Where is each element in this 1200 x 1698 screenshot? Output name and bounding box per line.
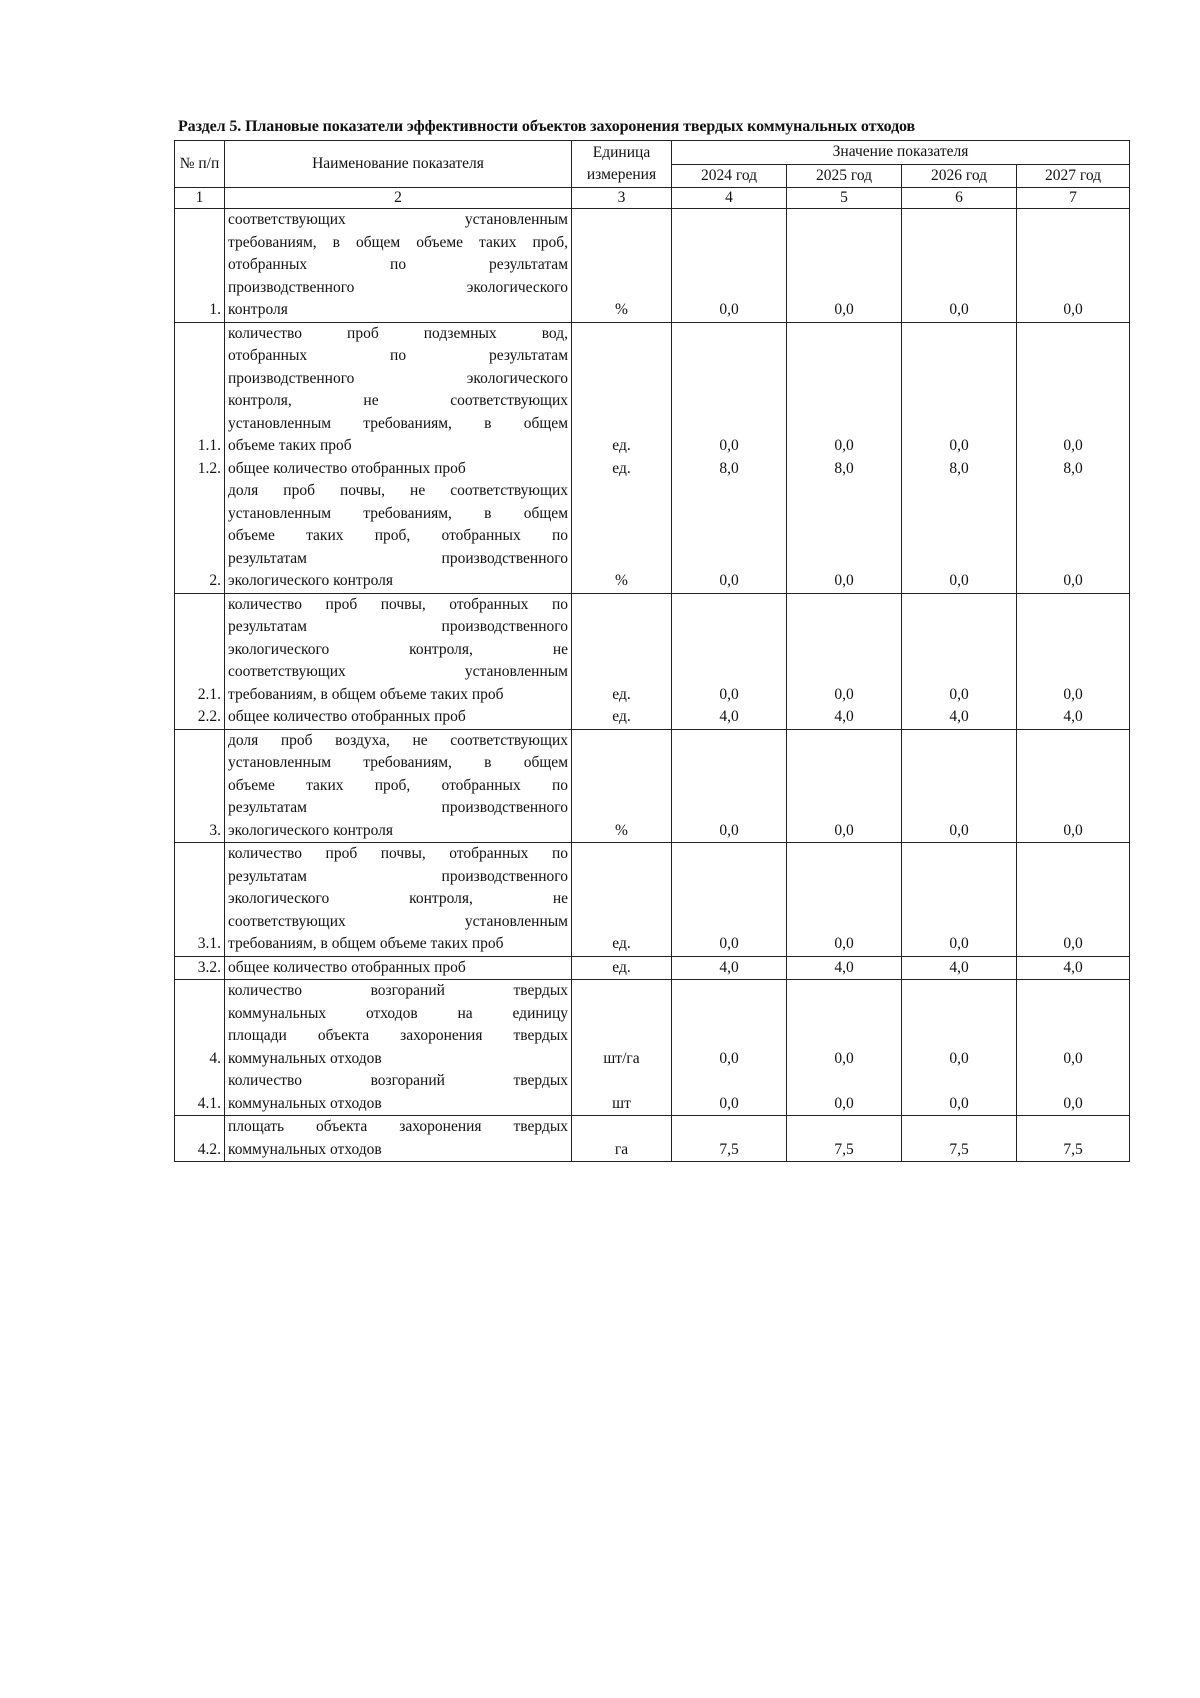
value-cell: 0,0 bbox=[672, 729, 787, 843]
header-row bbox=[175, 141, 1130, 165]
table-row bbox=[175, 322, 1130, 458]
column-number: 2 bbox=[225, 188, 572, 209]
table-row bbox=[175, 1116, 1130, 1162]
row-number: 3.1. bbox=[175, 843, 225, 957]
indicator-name-line: коммунальных отходов на единицу bbox=[228, 1004, 568, 1022]
value-cell: 0,0 bbox=[672, 843, 787, 957]
header-year: 2027 год bbox=[1017, 164, 1130, 188]
column-number: 5 bbox=[787, 188, 902, 209]
indicator-name bbox=[225, 322, 572, 458]
value-cell: 0,0 bbox=[672, 480, 787, 593]
table-row bbox=[175, 843, 1130, 957]
table-row bbox=[175, 1070, 1130, 1116]
row-number: 2.2. bbox=[175, 706, 225, 729]
unit-cell: ед. bbox=[572, 458, 672, 481]
value-cell: 4,0 bbox=[672, 956, 787, 980]
indicator-name-line: коммунальных отходов bbox=[228, 1094, 382, 1112]
indicator-name-line: установленным требованиям, в общем bbox=[228, 754, 568, 771]
unit-cell: ед. bbox=[572, 593, 672, 706]
value-cell: 0,0 bbox=[787, 843, 902, 957]
indicator-name-line: объеме таких проб bbox=[228, 437, 352, 454]
value-cell: 8,0 bbox=[1017, 458, 1130, 481]
indicator-name-line: соответствующих установленным bbox=[228, 663, 568, 680]
indicator-name-line: экологического контроля bbox=[228, 821, 394, 839]
value-cell: 0,0 bbox=[902, 480, 1017, 593]
indicator-name-line: результатам производственного bbox=[228, 618, 568, 635]
indicator-name-line: контроля bbox=[228, 301, 288, 318]
unit-cell: % bbox=[572, 209, 672, 323]
indicator-name-line: количество проб подземных вод, bbox=[228, 324, 568, 342]
indicator-name-line: общее количество отобранных проб bbox=[228, 459, 466, 477]
value-cell: 0,0 bbox=[1017, 593, 1130, 706]
indicator-name-line: производственного экологического bbox=[228, 278, 568, 296]
column-number: 3 bbox=[572, 188, 672, 209]
unit-cell: га bbox=[572, 1116, 672, 1162]
indicator-name-line: объеме таких проб, отобранных по bbox=[228, 776, 568, 794]
header-unit: Единица измерения bbox=[572, 141, 672, 188]
row-number: 1.1. bbox=[175, 322, 225, 458]
value-cell: 7,5 bbox=[787, 1116, 902, 1162]
table-row bbox=[175, 458, 1130, 481]
indicator-name-line: установленным требованиям, в общем bbox=[228, 504, 568, 522]
table-row bbox=[175, 956, 1130, 980]
indicator-name-line: требованиям, в общем объеме таких проб bbox=[228, 685, 504, 703]
indicator-name bbox=[225, 729, 572, 843]
indicators-table bbox=[174, 140, 1130, 1162]
value-cell: 0,0 bbox=[672, 980, 787, 1071]
row-number: 3.2. bbox=[175, 956, 225, 980]
value-cell: 4,0 bbox=[787, 956, 902, 980]
value-cell: 7,5 bbox=[1017, 1116, 1130, 1162]
table-row bbox=[175, 706, 1130, 729]
value-cell: 8,0 bbox=[787, 458, 902, 481]
value-cell: 4,0 bbox=[902, 706, 1017, 729]
value-cell: 4,0 bbox=[787, 706, 902, 729]
value-cell: 0,0 bbox=[1017, 322, 1130, 458]
indicator-name-line: требованиям, в общем объеме таких проб, bbox=[228, 233, 568, 251]
header-name: Наименование показателя bbox=[225, 141, 572, 188]
table-row bbox=[175, 480, 1130, 593]
value-cell: 0,0 bbox=[787, 480, 902, 593]
column-number: 4 bbox=[672, 188, 787, 209]
column-number: 7 bbox=[1017, 188, 1130, 209]
indicator-name-line: общее количество отобранных проб bbox=[228, 708, 466, 725]
document-title: Раздел 5. Плановые показатели эффективности объектов захоронения твердых коммунальных отходов bbox=[178, 118, 916, 135]
value-cell: 4,0 bbox=[672, 706, 787, 729]
value-cell: 7,5 bbox=[672, 1116, 787, 1162]
indicator-name-line: площади объекта захоронения твердых bbox=[228, 1027, 568, 1044]
value-cell: 0,0 bbox=[672, 322, 787, 458]
value-cell: 0,0 bbox=[902, 980, 1017, 1071]
value-cell: 0,0 bbox=[1017, 1070, 1130, 1116]
indicator-name-line: соответствующих установленным bbox=[228, 211, 568, 228]
value-cell: 0,0 bbox=[902, 322, 1017, 458]
value-cell: 0,0 bbox=[1017, 729, 1130, 843]
indicator-name bbox=[225, 480, 572, 593]
value-cell: 0,0 bbox=[902, 209, 1017, 323]
indicator-name-line: количество проб почвы, отобранных по bbox=[228, 595, 568, 613]
unit-cell: ед. bbox=[572, 322, 672, 458]
table-row bbox=[175, 980, 1130, 1071]
indicator-name bbox=[225, 956, 572, 980]
row-number: 2. bbox=[175, 480, 225, 593]
value-cell: 0,0 bbox=[902, 843, 1017, 957]
indicator-name bbox=[225, 209, 572, 323]
value-cell: 0,0 bbox=[902, 729, 1017, 843]
indicator-name-line: доля проб почвы, не соответствующих bbox=[228, 482, 568, 499]
indicator-name-line: требованиям, в общем объеме таких проб bbox=[228, 935, 504, 952]
value-cell: 0,0 bbox=[787, 322, 902, 458]
column-number: 6 bbox=[902, 188, 1017, 209]
indicator-name-line: коммунальных отходов bbox=[228, 1140, 382, 1158]
unit-cell: ед. bbox=[572, 706, 672, 729]
indicator-name-line: экологического контроля bbox=[228, 572, 394, 589]
column-number: 1 bbox=[175, 188, 225, 209]
indicator-name-line: количество возгораний твердых bbox=[228, 982, 568, 999]
indicator-name-line: производственного экологического bbox=[228, 369, 568, 387]
indicator-name-line: экологического контроля, не bbox=[228, 890, 568, 907]
unit-cell: ед. bbox=[572, 956, 672, 980]
indicator-name-line: отобранных по результатам bbox=[228, 256, 568, 273]
indicator-name bbox=[225, 593, 572, 706]
value-cell: 0,0 bbox=[902, 593, 1017, 706]
unit-cell: ед. bbox=[572, 843, 672, 957]
row-number: 4.1. bbox=[175, 1070, 225, 1116]
indicator-name bbox=[225, 1070, 572, 1116]
header-year: 2024 год bbox=[672, 164, 787, 188]
indicator-name-line: экологического контроля, не bbox=[228, 640, 568, 658]
value-cell: 0,0 bbox=[787, 980, 902, 1071]
value-cell: 4,0 bbox=[1017, 706, 1130, 729]
value-cell: 7,5 bbox=[902, 1116, 1017, 1162]
value-cell: 0,0 bbox=[1017, 980, 1130, 1071]
indicator-name-line: общее количество отобранных проб bbox=[228, 958, 466, 976]
indicator-name-line: площать объекта захоронения твердых bbox=[228, 1118, 568, 1135]
header-year: 2025 год bbox=[787, 164, 902, 188]
table-row bbox=[175, 593, 1130, 706]
row-number: 1.2. bbox=[175, 458, 225, 481]
indicator-name-line: соответствующих установленным bbox=[228, 912, 568, 930]
row-number: 2.1. bbox=[175, 593, 225, 706]
unit-cell: шт/га bbox=[572, 980, 672, 1071]
indicator-name-line: отобранных по результатам bbox=[228, 347, 568, 364]
table-row bbox=[175, 729, 1130, 843]
value-cell: 0,0 bbox=[787, 729, 902, 843]
header-value-group: Значение показателя bbox=[672, 141, 1130, 165]
row-number: 3. bbox=[175, 729, 225, 843]
indicator-name bbox=[225, 458, 572, 481]
indicator-name-line: доля проб воздуха, не соответствующих bbox=[228, 731, 568, 749]
value-cell: 8,0 bbox=[672, 458, 787, 481]
value-cell: 4,0 bbox=[902, 956, 1017, 980]
indicator-name-line: количество возгораний твердых bbox=[228, 1072, 568, 1089]
value-cell: 0,0 bbox=[787, 209, 902, 323]
indicator-name-line: объеме таких проб, отобранных по bbox=[228, 527, 568, 544]
indicator-name bbox=[225, 980, 572, 1071]
value-cell: 0,0 bbox=[787, 593, 902, 706]
value-cell: 0,0 bbox=[1017, 843, 1130, 957]
value-cell: 0,0 bbox=[672, 1070, 787, 1116]
value-cell: 0,0 bbox=[672, 209, 787, 323]
value-cell: 0,0 bbox=[1017, 209, 1130, 323]
unit-cell: % bbox=[572, 480, 672, 593]
row-number: 4.2. bbox=[175, 1116, 225, 1162]
row-number: 1. bbox=[175, 209, 225, 323]
header-year: 2026 год bbox=[902, 164, 1017, 188]
indicator-name bbox=[225, 1116, 572, 1162]
indicator-name-line: установленным требованиям, в общем bbox=[228, 414, 568, 432]
table-row bbox=[175, 209, 1130, 323]
indicator-name-line: результатам производственного bbox=[228, 867, 568, 885]
indicator-name bbox=[225, 706, 572, 729]
value-cell: 4,0 bbox=[1017, 956, 1130, 980]
indicator-name-line: результатам производственного bbox=[228, 549, 568, 567]
value-cell: 0,0 bbox=[1017, 480, 1130, 593]
indicator-name-line: коммунальных отходов bbox=[228, 1049, 382, 1067]
row-number: 4. bbox=[175, 980, 225, 1071]
column-number-row bbox=[175, 188, 1130, 209]
table-body bbox=[175, 209, 1130, 1162]
unit-cell: % bbox=[572, 729, 672, 843]
unit-cell: шт bbox=[572, 1070, 672, 1116]
value-cell: 0,0 bbox=[672, 593, 787, 706]
header-num: № п/п bbox=[175, 141, 225, 188]
value-cell: 8,0 bbox=[902, 458, 1017, 481]
indicator-name bbox=[225, 843, 572, 957]
value-cell: 0,0 bbox=[902, 1070, 1017, 1116]
indicator-name-line: результатам производственного bbox=[228, 799, 568, 816]
indicator-name-line: количество проб почвы, отобранных по bbox=[228, 845, 568, 862]
indicator-name-line: контроля, не соответствующих bbox=[228, 392, 568, 409]
value-cell: 0,0 bbox=[787, 1070, 902, 1116]
